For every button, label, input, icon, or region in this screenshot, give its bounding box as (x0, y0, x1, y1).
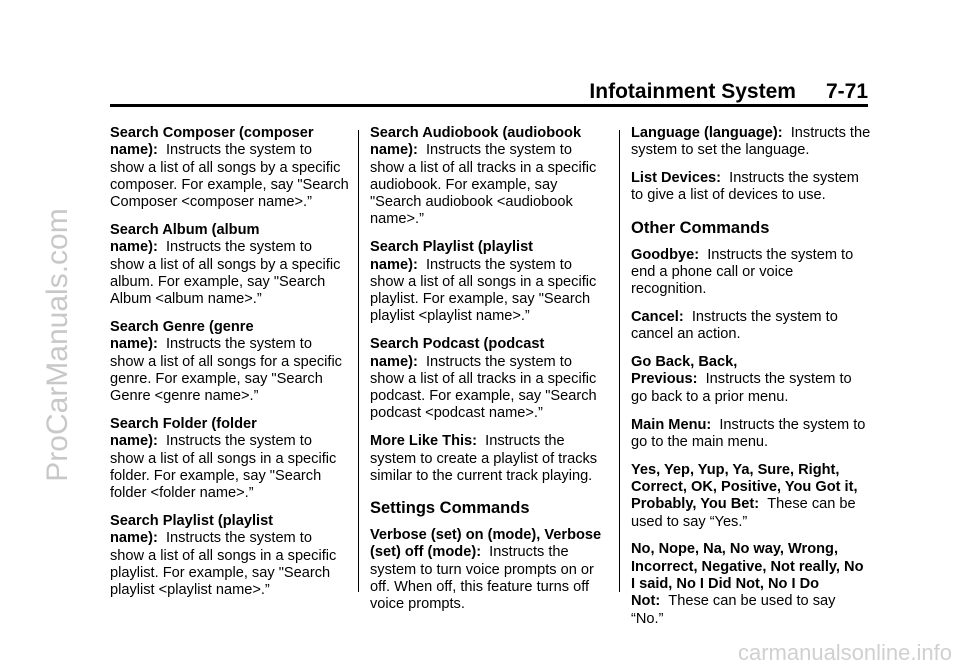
command-term: Verbose (set) on (mode), Verbose (set) off (mode): (370, 527, 602, 561)
command-term: Yes, Yep, Yup, Ya, Sure, Right, Correct, OK, Positive, You Got it, Probably, You Bet: (631, 461, 858, 513)
command-description: Instructs the system to cancel an action. (631, 309, 838, 343)
command-description: Instructs the system to go to the main menu. (631, 416, 866, 450)
command-term: Search Audiobook (audiobook name): (370, 125, 582, 159)
column-2 (370, 125, 610, 624)
command-term: Search Playlist (playlist name): (370, 239, 534, 273)
column-divider-1 (358, 130, 359, 592)
command-description: Instructs the system to set the language. (631, 125, 871, 159)
command-term: Go Back, Back, Previous: (631, 354, 738, 388)
side-watermark-text: ProCarManuals.com (41, 208, 74, 482)
command-entry (631, 354, 871, 406)
command-description: Instructs the system to show a list of all songs in a specific playlist. For example, say "Search playlist <playlist name>.” (370, 256, 597, 325)
command-entry (631, 247, 871, 299)
command-description: Instructs the system to show a list of all songs by a specific composer. For example, say "Search Composer <composer name>.” (110, 142, 349, 211)
section-heading: Settings Commands (370, 499, 530, 518)
command-term: No, Nope, Na, No way, Wrong, Incorrect, Negative, Not really, No I said, No I Did Not, No I Do Not: (631, 541, 864, 610)
command-entry (631, 462, 871, 531)
command-entry (110, 125, 350, 211)
command-entry (631, 541, 871, 627)
command-description: Instructs the system to show a list of all tracks in a specific podcast. For example, say "Search podcast <podcast name>.” (370, 353, 597, 422)
command-term: List Devices: (631, 170, 722, 187)
command-description: Instructs the system to show a list of all songs in a specific folder. For example, say "Search folder <folder name>.” (110, 433, 337, 502)
command-entry (110, 319, 350, 405)
command-term: Search Folder (folder name): (110, 415, 257, 450)
command-entry (370, 336, 610, 422)
command-description: Instructs the system to show a list of all songs for a specific genre. For example, say "Search Genre <genre name>.” (110, 336, 342, 405)
command-entry (370, 239, 610, 325)
command-term: Search Composer (composer name): (110, 125, 314, 159)
command-entry (631, 170, 871, 205)
column-divider-2 (619, 130, 620, 592)
command-entry (110, 222, 350, 308)
command-description: Instructs the system to show a list of all songs in a specific playlist. For example, say "Search playlist <playlist name>.” (110, 530, 337, 599)
page-number: 7-71 (825, 80, 868, 103)
section-title: Infotainment System (589, 80, 796, 103)
command-term: Main Menu: (631, 416, 712, 433)
command-term: Search Genre (genre name): (110, 318, 254, 353)
command-entry (370, 433, 610, 485)
command-description: Instructs the system to end a phone call or voice recognition. (631, 246, 854, 298)
command-description: Instructs the system to show a list of all songs by a specific album. For example, say "Search Album <album name>.” (110, 239, 341, 308)
command-term: More Like This: (370, 433, 478, 450)
command-description: Instructs the system to create a playlist of tracks similar to the current track playing. (370, 433, 598, 484)
command-entry (370, 527, 610, 613)
command-term: Search Playlist (playlist name): (110, 512, 274, 547)
command-description: Instructs the system to go back to a prior menu. (631, 371, 852, 405)
command-term: Language (language): (631, 125, 783, 141)
section-heading: Other Commands (631, 218, 770, 237)
footer-watermark: carmanualsonline.info (737, 640, 952, 665)
column-3 (631, 125, 871, 638)
command-entry (110, 416, 350, 502)
column-1 (110, 125, 350, 610)
header-rule (110, 104, 868, 107)
command-description: These can be used to say “Yes.” (631, 496, 856, 530)
page-header (110, 80, 868, 104)
command-term: Cancel: (631, 309, 684, 326)
command-description: Instructs the system to show a list of all tracks in a specific audiobook. For example, say "Search audiobook <audiobook name>.” (370, 142, 597, 228)
command-entry (370, 125, 610, 229)
command-term: Search Podcast (podcast name): (370, 336, 545, 370)
command-entry (110, 513, 350, 599)
command-description: Instructs the system to give a list of devices to use. (631, 170, 859, 204)
command-entry (631, 125, 871, 160)
command-term: Goodbye: (631, 246, 700, 263)
command-entry (631, 417, 871, 452)
side-watermark (0, 0, 110, 672)
command-description: These can be used to say “No.” (631, 593, 836, 627)
command-description: Instructs the system to turn voice prompts on or off. When off, this feature turns off voice prompts. (370, 544, 594, 613)
command-term: Search Album (album name): (110, 221, 260, 256)
command-entry (631, 309, 871, 344)
